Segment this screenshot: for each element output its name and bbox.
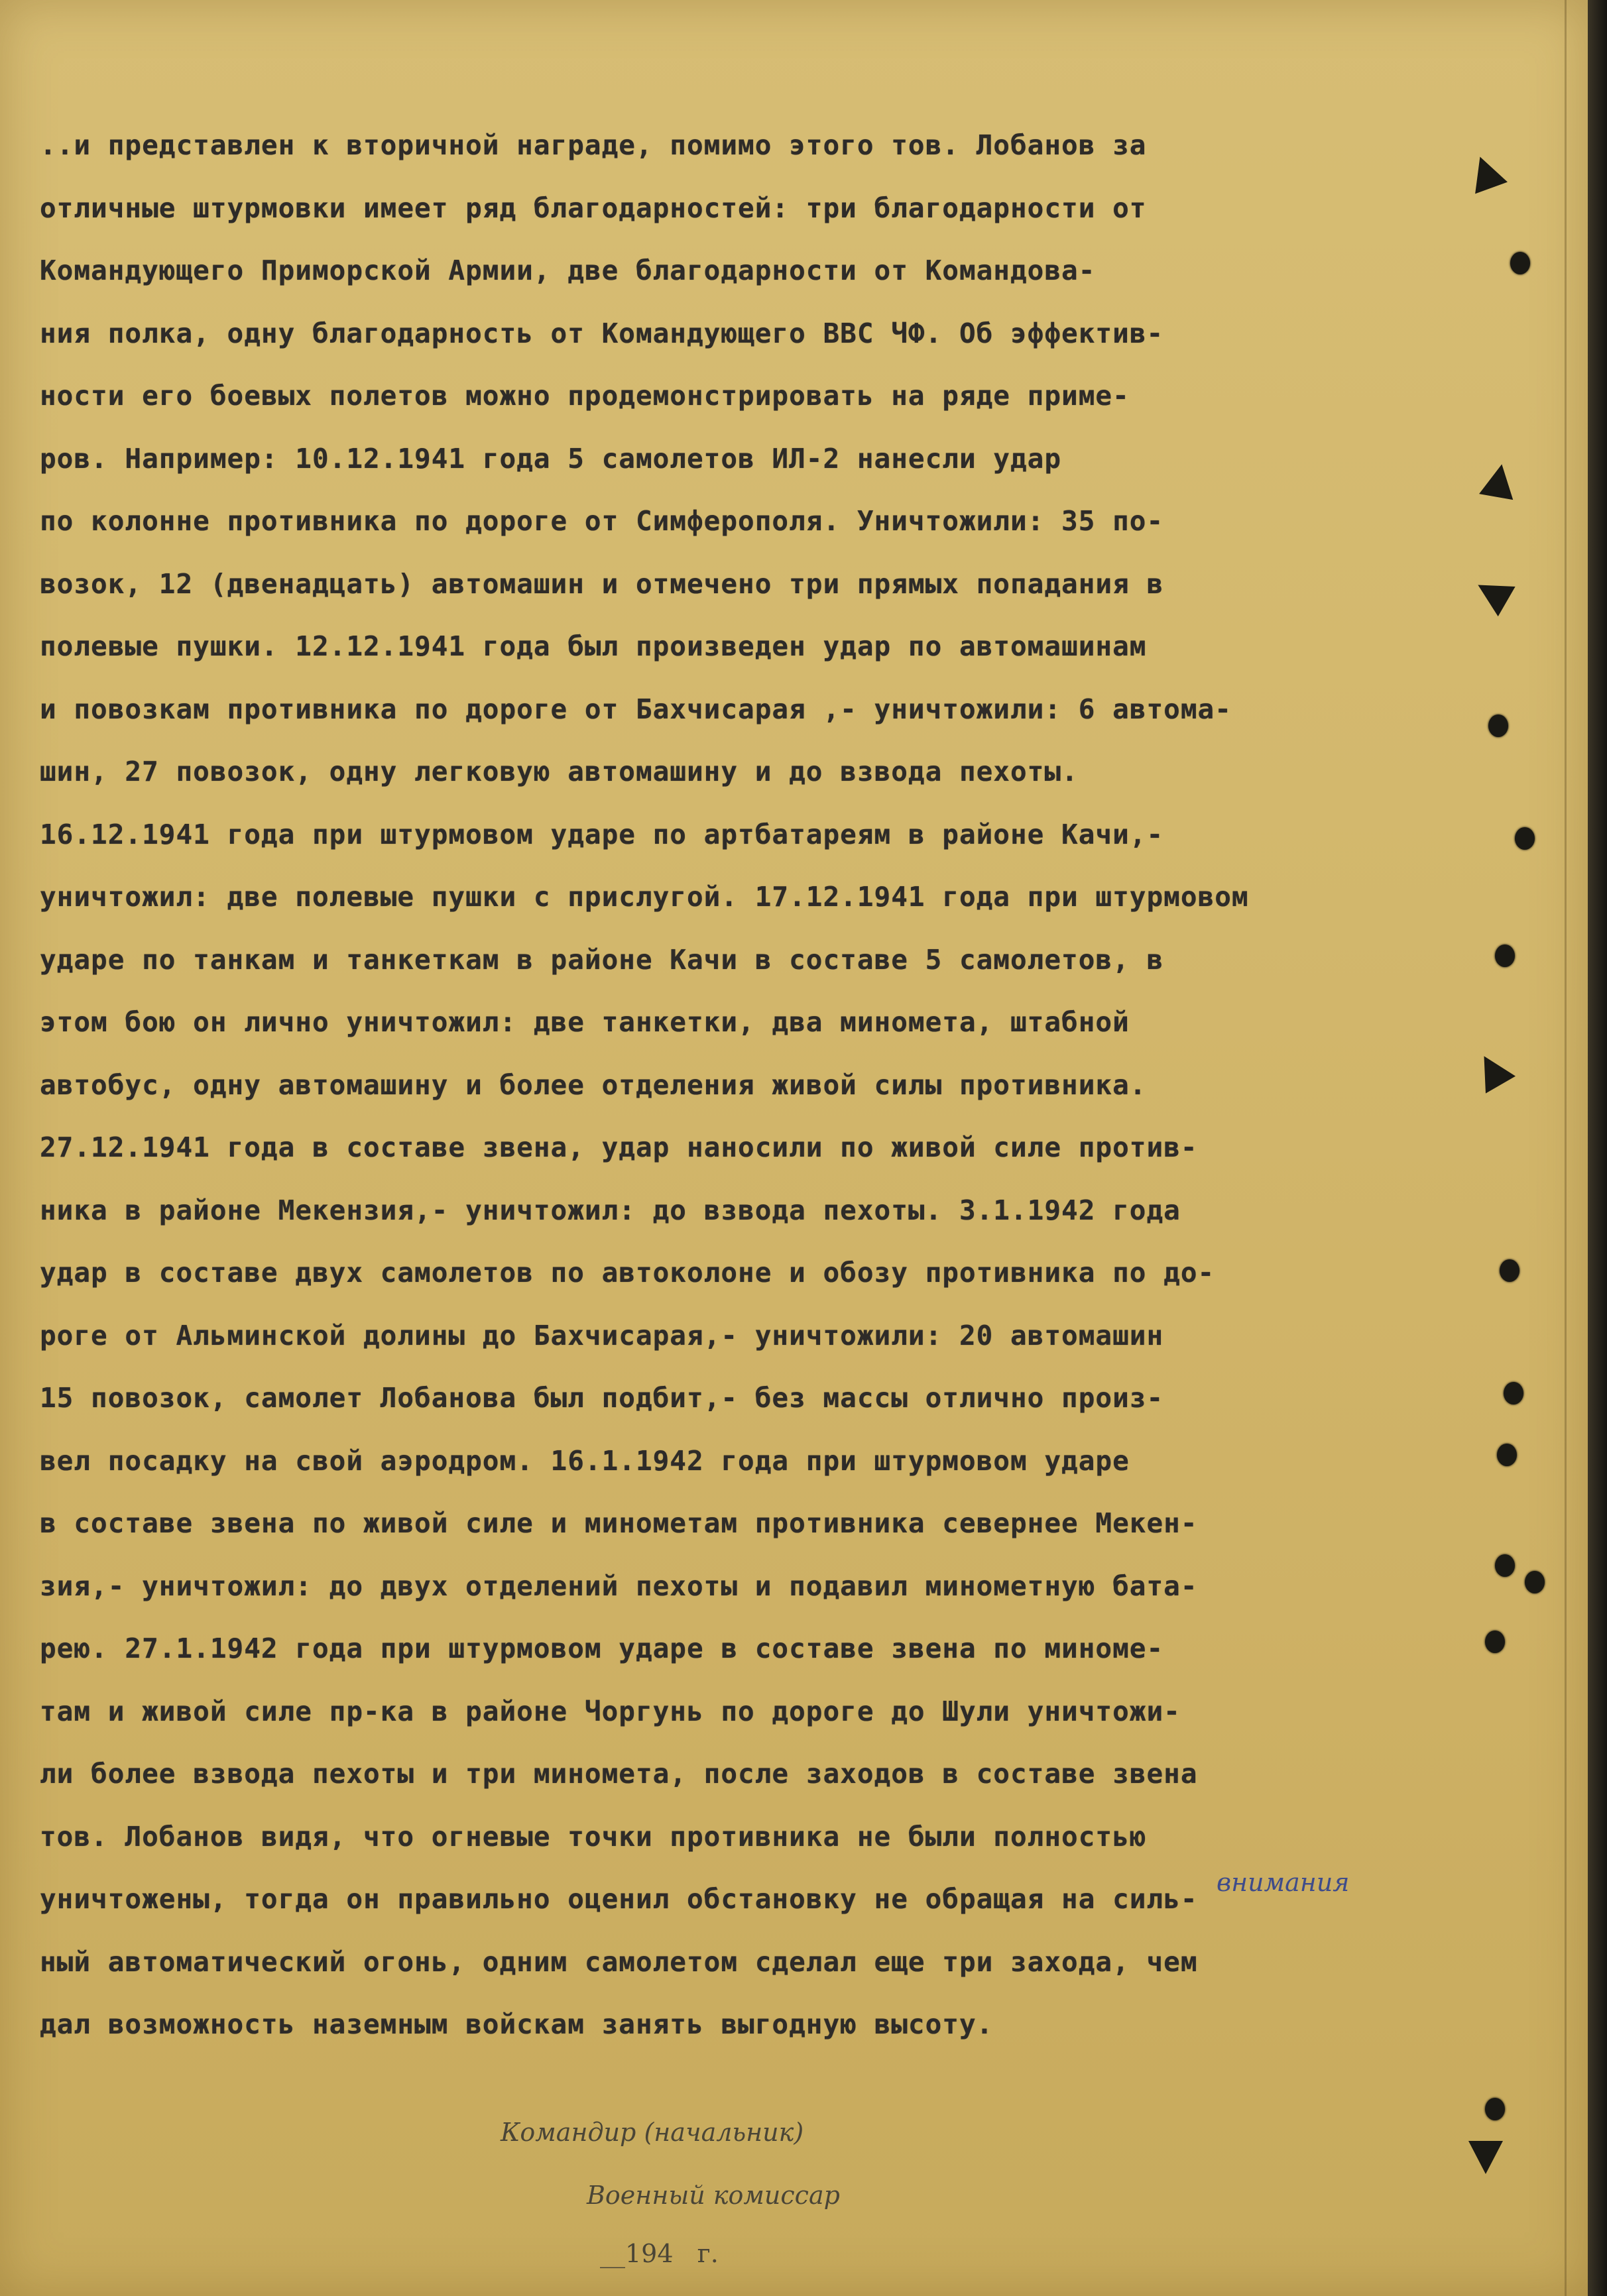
binding-hole [1515,827,1535,850]
binding-hole [1510,252,1530,274]
text-line: ..и представлен к вторичной награде, помимо этого тов. Лобанов за [40,129,1147,161]
text-line: уничтожил: две полевые пушки с прислугой. 17.12.1941 года при штурмовом [40,881,1249,913]
year-suffix: г. [697,2239,719,2268]
text-line: Командующего Приморской Армии, две благодарности от Командова- [40,255,1096,286]
text-line: тов. Лобанов видя, что огневые точки противника не были полностью [40,1820,1147,1853]
text-line: удар в составе двух самолетов по автоколоне и обозу противника по до- [40,1257,1215,1289]
text-line: 16.12.1941 года при штурмовом ударе по артбатареям в районе Качи,- [40,818,1164,850]
text-line: автобус, одну автомашину и более отделения живой силы противника. [40,1068,1147,1101]
text-line: ров. Например: 10.12.1941 года 5 самолетов ИЛ-2 нанесли удар [40,442,1062,475]
commissar-label: Военный комиссар [587,2181,840,2210]
text-line: ли более взвода пехоты и три миномета, после заходов в составе звена [40,1758,1198,1790]
text-line: зия,- уничтожил: до двух отделений пехоты и подавил минометную бата- [40,1570,1198,1602]
text-line: 27.12.1941 года в составе звена, удар наносили по живой силе против- [40,1131,1198,1163]
binding-hole [1497,1444,1517,1466]
binding-tear [1479,461,1519,500]
text-line: в составе звена по живой силе и минометам противника севернее Мекен- [40,1507,1198,1539]
binding-hole [1495,945,1515,967]
text-line: отличные штурмовки имеет ряд благодарностей: три благодарности от [40,192,1147,224]
year-blank: 194 [625,2239,674,2268]
text-line: там и живой силе пр-ка в районе Чоргунь по дороге до Шули уничтожи- [40,1695,1181,1727]
text-line: дал возможность наземным войскам занять выгодную высоту. [40,2008,994,2040]
text-line: ника в районе Мекензия,- уничтожил: до взвода пехоты. 3.1.1942 года [40,1194,1181,1226]
text-line: роге от Альминской долины до Бахчисарая,- уничтожили: 20 автомашин [40,1319,1164,1351]
text-line: и повозкам противника по дороге от Бахчисарая ,- уничтожили: 6 автома- [40,693,1232,725]
text-line: ный автоматический огонь, одним самолетом сделал еще три захода, чем [40,1945,1198,1978]
text-line: ности его боевых полетов можно продемонстрировать на ряде приме- [40,380,1130,412]
binding-edge [1588,0,1607,2296]
text-line: рею. 27.1.1942 года при штурмовом ударе в составе звена по миноме- [40,1633,1164,1664]
text-line: по колонне противника по дороге от Симферополя. Уничтожили: 35 по- [40,505,1164,537]
binding-hole [1504,1382,1523,1405]
year-line [600,2239,719,2268]
binding-hole [1488,715,1508,737]
text-line: ударе по танкам и танкеткам в районе Качи в составе 5 самолетов, в [40,943,1164,976]
commander-label: Командир (начальник) [501,2118,804,2147]
binding-tear [1468,2141,1503,2174]
binding-hole [1485,2098,1505,2120]
binding-hole [1525,1571,1545,1593]
binding-hole [1485,1631,1505,1653]
text-line: этом бою он лично уничтожил: две танкетки, два миномета, штабной [40,1006,1130,1038]
binding-hole [1500,1259,1519,1282]
handwritten-insert: внимания [1217,1868,1350,1897]
text-line: ния полка, одну благодарность от Командующего ВВС ЧФ. Об эффектив- [40,317,1164,349]
typewritten-text [40,114,1525,2056]
text-line: возок, 12 (двенадцать) автомашин и отмечено три прямых попадания в [40,567,1164,600]
year-gap [674,2239,697,2268]
binding-hole [1495,1554,1515,1577]
year-blank-underline: __ [600,2239,625,2268]
text-line: шин, 27 повозок, одну легковую автомашину и до взвода пехоты. [40,756,1079,787]
text-line: 15 повозок, самолет Лобанова был подбит,- без массы отлично произ- [40,1382,1164,1414]
text-line: уничтожены, тогда он правильно оценил обстановку не обращая на силь- [40,1883,1198,1915]
fold-line [1565,0,1567,2296]
text-line: полевые пушки. 12.12.1941 года был произведен удар по автомашинам [40,630,1147,662]
text-line: вел посадку на свой аэродром. 16.1.1942 года при штурмовом ударе [40,1444,1130,1477]
